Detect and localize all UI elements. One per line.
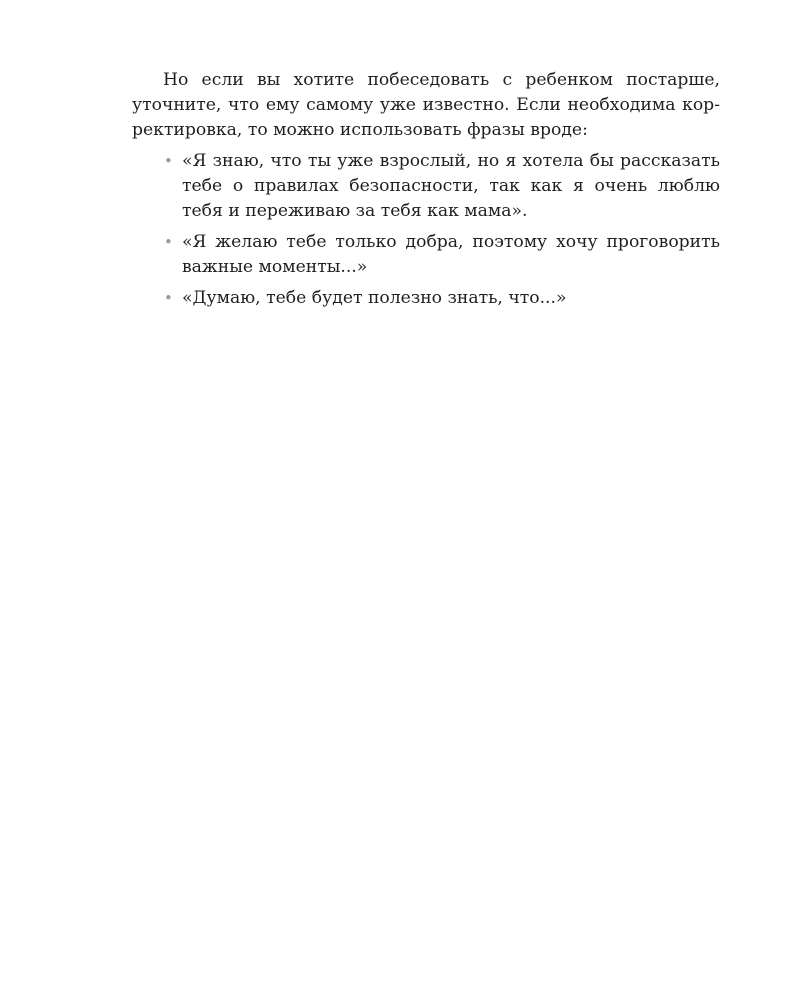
list-item bbox=[132, 230, 720, 280]
bullet-icon: • bbox=[164, 289, 173, 307]
list-item bbox=[132, 149, 720, 224]
list-item-text: «Думаю, тебе будет полезно знать, что...» bbox=[182, 288, 567, 308]
list-item-text: «Я желаю тебе только добра, поэтому хочу проговорить важные моменты...» bbox=[182, 232, 720, 277]
intro-paragraph: Но если вы хотите побеседовать с ребенком постарше, уточните, что ему самому уже известно. Если необходима корректировка, то можно использовать фразы вроде: bbox=[132, 70, 720, 140]
list-item-text: «Я знаю, что ты уже взрослый, но я хотела бы рассказать тебе о правилах безопасности, так как я очень люблю тебя и переживаю за тебя как мама». bbox=[182, 151, 720, 221]
list-item bbox=[132, 286, 720, 311]
phrases-list bbox=[132, 149, 720, 311]
bullet-icon: • bbox=[164, 152, 173, 170]
bullet-icon: • bbox=[164, 233, 173, 251]
page-body bbox=[132, 68, 720, 317]
